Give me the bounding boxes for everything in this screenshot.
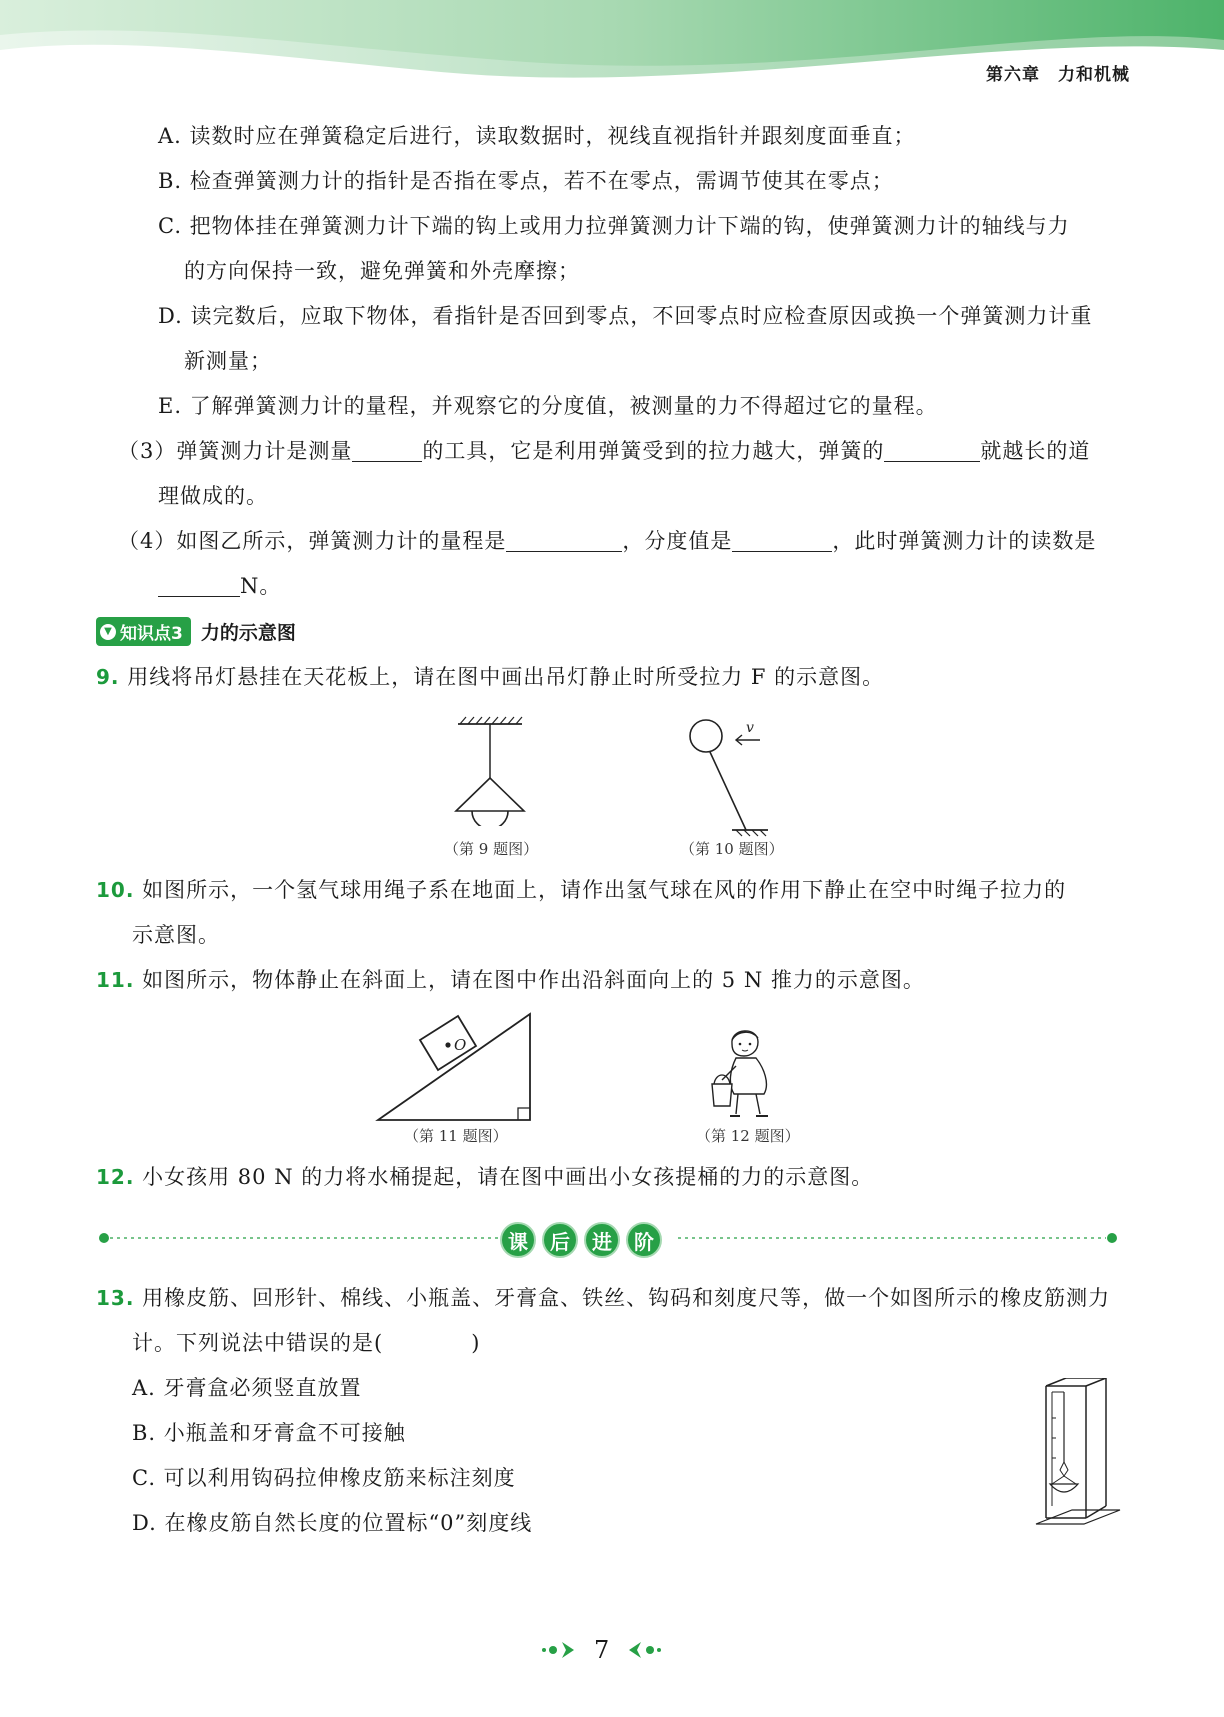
q8-4-unit: N。 — [240, 574, 282, 598]
section-char: 课 — [500, 1222, 536, 1258]
question-10 — [96, 875, 1066, 905]
answer-blank[interactable] — [158, 574, 240, 597]
header-banner — [0, 0, 1224, 110]
question-text: 如图所示，物体静止在斜面上，请在图中作出沿斜面向上的 5 N 推力的示意图。 — [142, 968, 925, 992]
svg-text:O: O — [454, 1036, 467, 1054]
incline-figure — [372, 1012, 542, 1124]
answer-blank[interactable] — [732, 529, 832, 552]
section-char: 进 — [584, 1222, 620, 1258]
rubber-band-meter-figure — [1022, 1378, 1132, 1534]
knowledge-point-label: 知识点3 — [120, 624, 183, 644]
balloon-figure — [670, 712, 800, 837]
left-arrow-icon — [619, 1640, 663, 1660]
question-13 — [96, 1283, 1110, 1313]
question-number: 12. — [96, 1165, 135, 1189]
page-number: 7 — [594, 1636, 610, 1664]
answer-blank[interactable] — [884, 439, 980, 462]
option-c-line1: C. 把物体挂在弹簧测力计下端的钩上或用力拉弹簧测力计下端的钩，使弹簧测力计的轴线与力 — [158, 214, 1070, 238]
question-text: 小女孩用 80 N 的力将水桶提起，请在图中画出小女孩提桶的力的示意图。 — [142, 1165, 874, 1189]
figure-caption: （第 12 题图） — [696, 1127, 800, 1145]
option-c: C. 可以利用钩码拉伸橡皮筋来标注刻度 — [132, 1466, 516, 1490]
section-title — [500, 1222, 662, 1258]
knowledge-point-badge — [96, 617, 191, 646]
q8-3-line2: 理做成的。 — [158, 484, 268, 508]
q8-3-text3: 就越长的道 — [980, 439, 1091, 463]
down-triangle-icon: ▼ — [100, 624, 116, 640]
question-number: 10. — [96, 878, 135, 902]
question-text: 如图所示，一个氢气球用绳子系在地面上，请作出氢气球在风的作用下静止在空中时绳子拉力的 — [142, 878, 1067, 902]
section-char: 后 — [542, 1222, 578, 1258]
q8-4-text2: ，分度值是 — [622, 529, 733, 553]
q8-3-text1: （3）弹簧测力计是测量 — [118, 439, 353, 463]
section-char: 阶 — [626, 1222, 662, 1258]
answer-blank[interactable] — [352, 439, 422, 462]
question-11 — [96, 965, 925, 995]
question-text: 用橡皮筋、回形针、棉线、小瓶盖、牙膏盒、铁丝、钩码和刻度尺等，做一个如图所示的橡皮筋测力 — [142, 1286, 1111, 1310]
lamp-figure — [440, 716, 550, 826]
option-c-line2: 的方向保持一致，避免弹簧和外壳摩擦； — [184, 259, 580, 283]
knowledge-point-title: 力的示意图 — [200, 622, 296, 644]
option-a: A. 读数时应在弹簧稳定后进行，读取数据时，视线直视指针并跟刻度面垂直； — [158, 124, 916, 148]
question-number: 13. — [96, 1286, 135, 1310]
q8-4-text1: （4）如图乙所示，弹簧测力计的量程是 — [118, 529, 507, 553]
question-10-line2: 示意图。 — [132, 923, 220, 947]
right-arrow-icon — [540, 1640, 584, 1660]
chapter-title: 第六章 力和机械 — [986, 65, 1130, 85]
question-9 — [96, 662, 884, 692]
figure-caption: （第 11 题图） — [404, 1127, 508, 1145]
velocity-label: v — [746, 720, 754, 736]
figure-caption: （第 10 题图） — [680, 840, 784, 858]
question-12 — [96, 1162, 873, 1192]
q8-4-line2 — [158, 571, 281, 601]
q8-4-text3: ，此时弹簧测力计的读数是 — [832, 529, 1097, 553]
figure-caption: （第 9 题图） — [444, 840, 539, 858]
page-footer — [540, 1636, 663, 1664]
option-b: B. 检查弹簧测力计的指针是否指在零点，若不在零点，需调节使其在零点； — [158, 169, 894, 193]
answer-blank[interactable] — [506, 529, 622, 552]
q8-part4 — [118, 526, 1096, 556]
option-d-line1: D. 读完数后，应取下物体，看指针是否回到零点，不回零点时应检查原因或换一个弹簧测力计重 — [158, 304, 1093, 328]
knowledge-point-header — [96, 617, 296, 646]
q8-3-text2: 的工具，它是利用弹簧受到的拉力越大，弹簧的 — [422, 439, 885, 463]
option-d: D. 在橡皮筋自然长度的位置标“0”刻度线 — [132, 1511, 533, 1535]
question-number: 9. — [96, 665, 120, 689]
option-b: B. 小瓶盖和牙膏盒不可接触 — [132, 1421, 406, 1445]
question-text: 用线将吊灯悬挂在天花板上，请在图中画出吊灯静止时所受拉力 F 的示意图。 — [127, 665, 885, 689]
question-number: 11. — [96, 968, 135, 992]
question-13-line2: 计。下列说法中错误的是( ) — [132, 1331, 481, 1355]
option-d-line2: 新测量； — [184, 349, 272, 373]
q8-part3 — [118, 436, 1090, 466]
option-a: A. 牙膏盒必须竖直放置 — [132, 1376, 362, 1400]
girl-bucket-figure — [700, 1022, 790, 1122]
option-e: E. 了解弹簧测力计的量程，并观察它的分度值，被测量的力不得超过它的量程。 — [158, 394, 938, 418]
